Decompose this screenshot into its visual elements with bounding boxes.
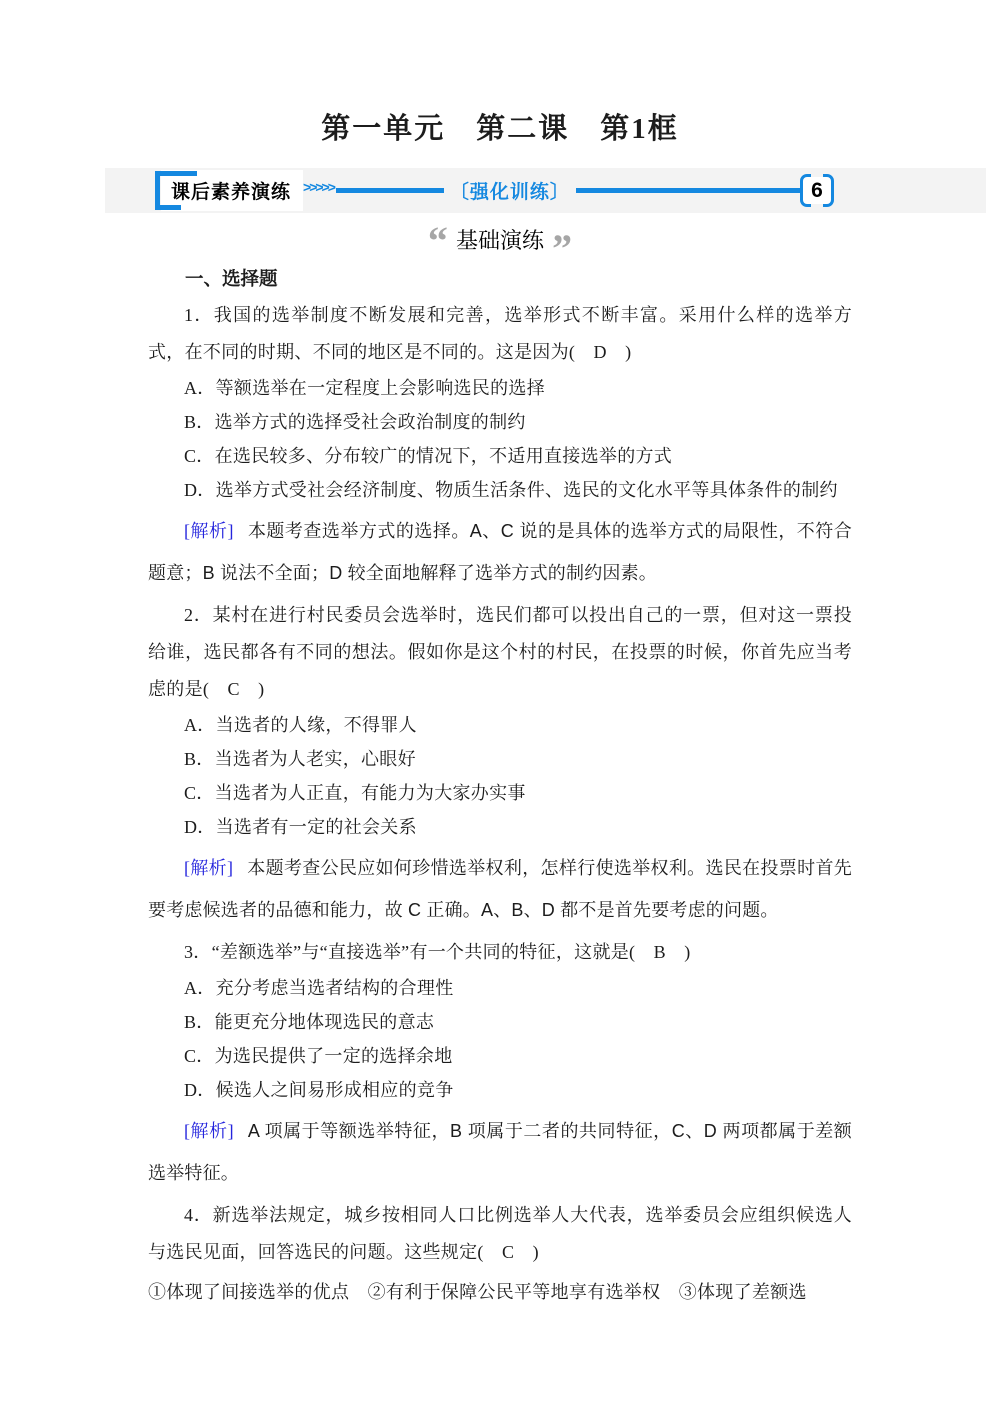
question-block [148,934,852,1194]
analysis-paragraph [148,847,852,931]
option-d: D．当选者有一定的社会关系 [184,817,417,837]
section-heading [0,218,1000,271]
analysis-paragraph [148,1110,852,1194]
analysis-text: A 项属于等额选举特征，B 项属于二者的共同特征，C、D 两项都属于差额选举特征。 [148,1121,853,1183]
open-quote-icon: “ [427,218,448,263]
exercise-content [148,264,852,1311]
band-rule-left [336,188,444,193]
band-tail [834,168,986,213]
close-quote-icon: ” [552,226,573,271]
band-center-label: 〔强化训练〕 [449,182,570,203]
analysis-label: [解析] [184,1121,234,1141]
question-stem: 3．“差额选举”与“直接选举”有一个共同的特征，这就是( B ) [184,942,691,962]
analysis-label: [解析] [184,521,234,541]
question-block [148,1197,852,1311]
corner-bracket-icon [155,188,181,210]
chevrons-icon: >>>>> [303,178,334,195]
analysis-paragraph [148,510,852,594]
analysis-label: [解析] [184,858,234,878]
page-number-badge [800,174,834,207]
section-heading-text: 基础演练 [455,228,544,253]
option-b: B．选举方式的选择受社会政治制度的制约 [184,412,526,432]
numbered-options-line: ①体现了间接选举的优点 ②有利于保障公民平等地享有选举权 ③体现了差额选 [148,1282,807,1302]
header-band [105,168,986,213]
option-a: A．等额选举在一定程度上会影响选民的选择 [184,378,545,398]
option-b: B．当选者为人老实，心眼好 [184,749,416,769]
option-b: B．能更充分地体现选民的意志 [184,1012,435,1032]
option-d: D．候选人之间易形成相应的竞争 [184,1080,454,1100]
analysis-text: 本题考查选举方式的选择。A、C 说的是具体的选举方式的局限性，不符合题意；B 说法不全面；D 较全面地解释了选举方式的制约因素。 [148,521,852,583]
question-block [148,597,852,931]
page-number: 6 [811,178,823,202]
question-stem: 2．某村在进行村民委员会选举时，选民们都可以投出自己的一票，但对这一票投给谁，选民都各有不同的想法。假如你是这个村的村民，在投票的时候，你首先应当考虑的是( C ) [148,605,852,699]
part-heading: 一、选择题 [185,268,278,289]
question-block [148,297,852,594]
option-c: C．为选民提供了一定的选择余地 [184,1046,453,1066]
band-label-text: 课后素养演练 [171,182,292,203]
band-label-box [161,170,303,211]
band-rule-right [576,188,800,193]
option-c: C．当选者为人正直，有能力为大家办实事 [184,783,526,803]
option-a: A．当选者的人缘，不得罪人 [184,715,417,735]
option-a: A．充分考虑当选者结构的合理性 [184,978,454,998]
page-title: 第一单元 第二课 第1框 [321,113,679,145]
question-stem: 1．我国的选举制度不断发展和完善，选举形式不断丰富。采用什么样的选举方式，在不同的时期、不同的地区是不同的。这是因为( D ) [148,305,852,362]
analysis-text: 本题考查公民应如何珍惜选举权利，怎样行使选举权利。选民在投票时首先要考虑候选者的品德和能力，故 C 正确。A、B、D 都不是首先要考虑的问题。 [148,858,852,920]
question-stem: 4．新选举法规定，城乡按相同人口比例选举人大代表，选举委员会应组织候选人与选民见面，回答选民的问题。这些规定( C ) [148,1205,852,1262]
option-d: D．选举方式受社会经济制度、物质生活条件、选民的文化水平等具体条件的制约 [184,480,838,500]
option-c: C．在选民较多、分布较广的情况下，不适用直接选举的方式 [184,446,673,466]
